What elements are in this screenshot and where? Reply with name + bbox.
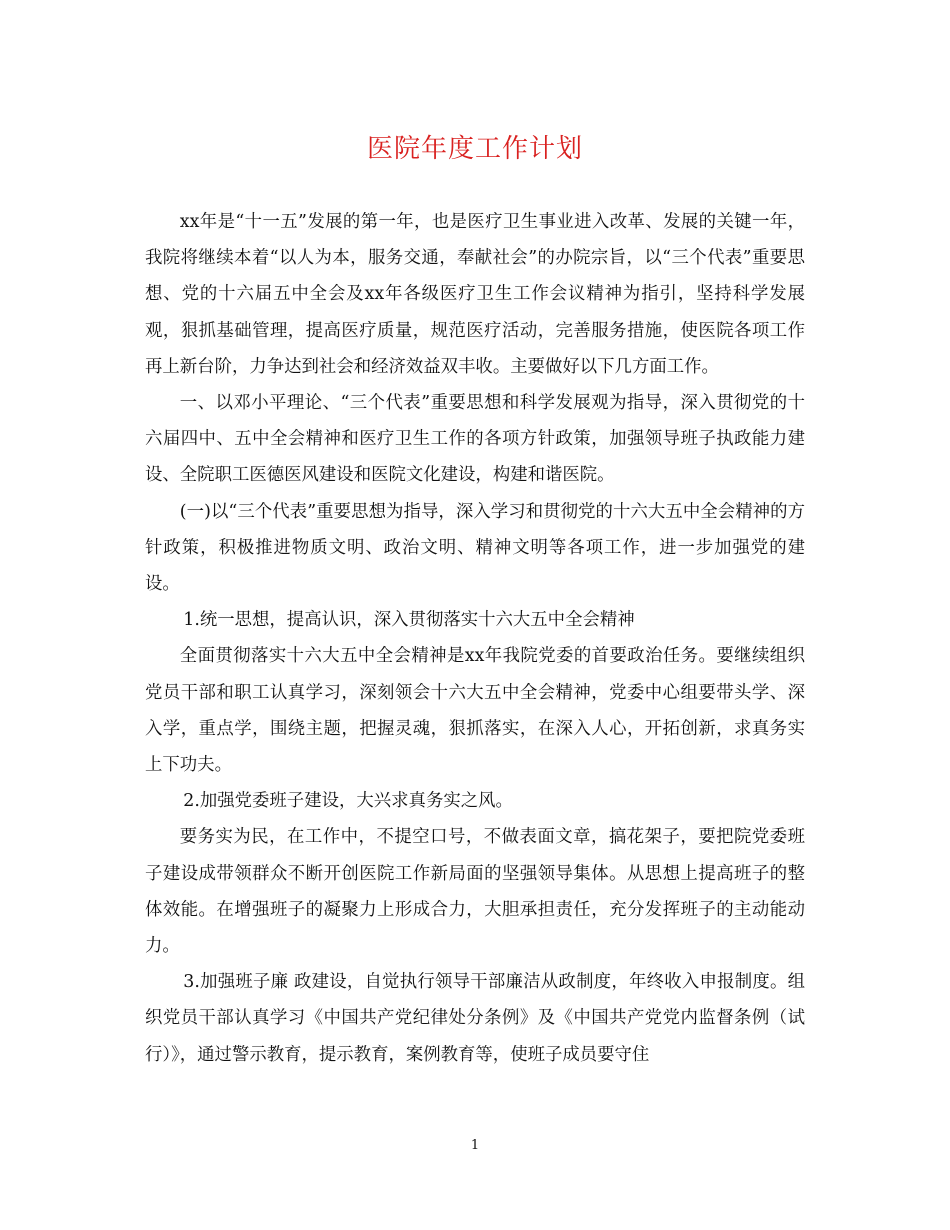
document-body (145, 204, 805, 1073)
paragraph-item-2-body: 要务实为民，在工作中，不提空口号，不做表面文章，搞花架子，要把院党委班子建设成带领群众不断开创医院工作新局面的坚强领导集体。从思想上提高班子的整体效能。在增强班子的凝聚力上形成合力，大胆承担责任，充分发挥班子的主动能动力。 (145, 827, 805, 957)
paragraph-section-1: 一、以邓小平理论、“三个代表”重要思想和科学发展观为指导，深入贯彻党的十六届四中、五中全会精神和医疗卫生工作的各项方针政策，加强领导班子执政能力建设、全院职工医德医风建设和医院文化建设，构建和谐医院。 (145, 393, 805, 486)
paragraph-item-1-body: 全面贯彻落实十六大五中全会精神是xx年我院党委的首要政治任务。要继续组织党员干部和职工认真学习，深刻领会十六大五中全会精神，党委中心组要带头学、深入学，重点学，围绕主题，把握灵魂，狠抓落实，在深入人心，开拓创新，求真务实上下功夫。 (145, 646, 805, 776)
page-number: 1 (470, 1138, 480, 1153)
paragraph-intro: xx年是“十一五”发展的第一年，也是医疗卫生事业进入改革、发展的关键一年，我院将继续本着“以人为本，服务交通，奉献社会”的办院宗旨，以“三个代表”重要思想、党的十六届五中全会及xx年各级医疗卫生工作会议精神为指引，坚持科学发展观，狠抓基础管理，提高医疗质量，规范医疗活动，完善服务措施，使医院各项工作再上新台阶，力争达到社会和经济效益双丰收。主要做好以下几方面工作。 (145, 212, 805, 377)
paragraph-item-1-heading: 1.统一思想，提高认识，深入贯彻落实十六大五中全会精神 (183, 610, 635, 631)
paragraph-subsection-1: (一)以“三个代表”重要思想为指导，深入学习和贯彻党的十六大五中全会精神的方针政策，积极推进物质文明、政治文明、精神文明等各项工作，进一步加强党的建设。 (145, 501, 805, 595)
paragraph-item-2-heading: 2.加强党委班子建设，大兴求真务实之风。 (183, 791, 513, 812)
document-title: 医院年度工作计划 (366, 134, 583, 164)
paragraph-item-3: 3.加强班子廉 政建设，自觉执行领导干部廉洁从政制度，年终收入申报制度。组织党员干部认真学习《中国共产党纪律处分条例》及《中国共产党党内监督条例（试行）》，通过警示教育，提示教育，案例教育等，使班子成员要守住 (145, 972, 805, 1065)
